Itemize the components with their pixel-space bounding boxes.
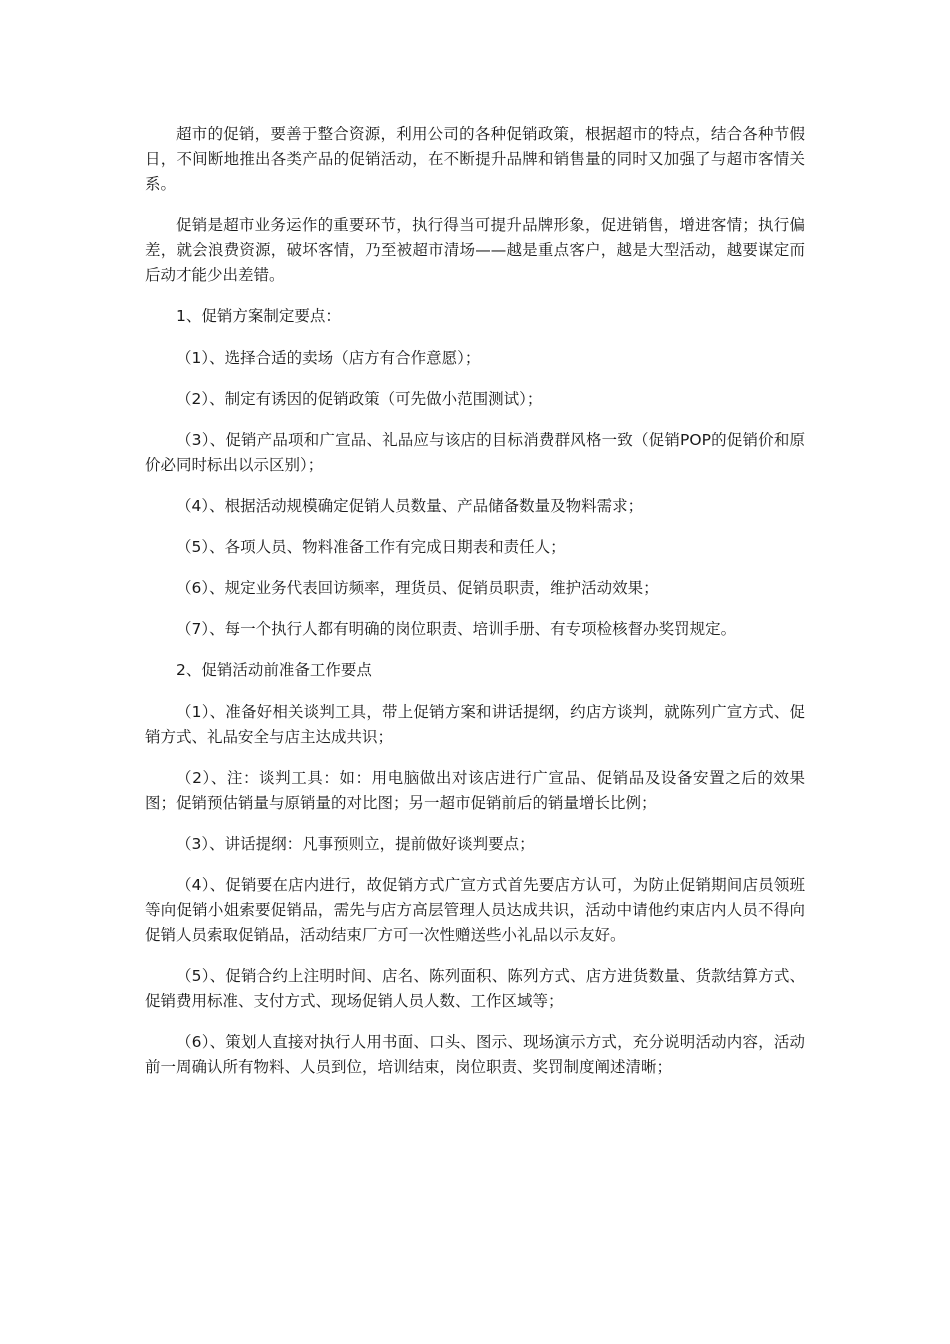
plan-item-2: （2）、制定有诱因的促销政策（可先做小范围测试）； (176, 390, 543, 408)
prep-item-4: （4）、促销要在店内进行，故促销方式广宣方式首先要店方认可，为防止促销期间店员领班等向促销小姐索要促销品，需先与店方高层管理人员达成共识，活动中请他约束店内人员不得向促销人员索取促销品，活动结束厂方可一次性赠送些小礼品以示友好。 (145, 876, 805, 944)
plan-item-5: （5）、各项人员、物料准备工作有完成日期表和责任人； (176, 538, 566, 556)
prep-item-3: （3）、讲话提纲：凡事预则立，提前做好谈判要点； (176, 835, 535, 853)
prep-item-5: （5）、促销合约上注明时间、店名、陈列面积、陈列方式、店方进货数量、货款结算方式、促销费用标准、支付方式、现场促销人员人数、工作区域等； (145, 967, 805, 1010)
intro-paragraph: 超市的促销，要善于整合资源，利用公司的各种促销政策，根据超市的特点，结合各种节假日，不间断地推出各类产品的促销活动，在不断提升品牌和销售量的同时又加强了与超市客情关系。 (145, 125, 805, 193)
prep-item-6: （6）、策划人直接对执行人用书面、口头、图示、现场演示方式，充分说明活动内容，活动前一周确认所有物料、人员到位，培训结束，岗位职责、奖罚制度阐述清晰； (145, 1033, 805, 1076)
plan-item-4: （4）、根据活动规模确定促销人员数量、产品储备数量及物料需求； (176, 497, 644, 515)
section-heading-plan: 1、促销方案制定要点： (176, 307, 341, 325)
plan-item-3: （3）、促销产品项和广宣品、礼品应与该店的目标消费群风格一致（促销POP的促销价和原价必同时标出以示区别）； (145, 431, 805, 474)
plan-item-7: （7）、每一个执行人都有明确的岗位职责、培训手册、有专项检核督办奖罚规定。 (176, 620, 737, 638)
document-body (145, 122, 805, 1096)
prep-item-1: （1）、准备好相关谈判工具，带上促销方案和讲话提纲，约店方谈判，就陈列广宣方式、促销方式、礼品安全与店主达成共识； (145, 703, 805, 746)
section-heading-preparation: 2、促销活动前准备工作要点 (176, 661, 372, 679)
importance-paragraph: 促销是超市业务运作的重要环节，执行得当可提升品牌形象，促进销售，增进客情；执行偏差，就会浪费资源，破坏客情，乃至被超市清场——越是重点客户，越是大型活动，越要谋定而后动才能少出差错。 (145, 216, 805, 284)
plan-item-1: （1）、选择合适的卖场（店方有合作意愿）； (176, 349, 481, 367)
prep-item-2: （2）、注：谈判工具：如：用电脑做出对该店进行广宣品、促销品及设备安置之后的效果图；促销预估销量与原销量的对比图；另一超市促销前后的销量增长比例； (145, 769, 805, 812)
plan-item-6: （6）、规定业务代表回访频率，理货员、促销员职责，维护活动效果； (176, 579, 659, 597)
